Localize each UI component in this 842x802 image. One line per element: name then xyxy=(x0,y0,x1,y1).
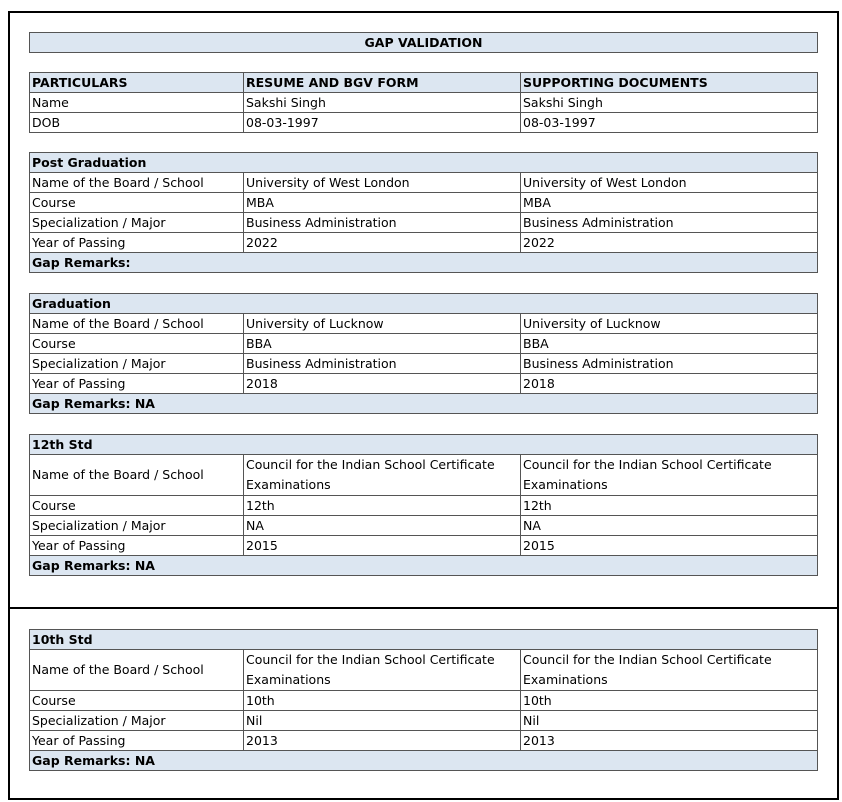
table-row xyxy=(30,173,818,193)
docs-value: Council for the Indian School Certificate Examinations xyxy=(521,455,818,496)
row-label: Course xyxy=(30,691,244,711)
docs-value: 10th xyxy=(521,691,818,711)
row-label: DOB xyxy=(30,113,244,133)
row-label: Name of the Board / School xyxy=(30,173,244,193)
resume-value: 2018 xyxy=(244,374,521,394)
table-row xyxy=(30,233,818,253)
row-label: Name of the Board / School xyxy=(30,314,244,334)
graduation-table xyxy=(29,293,818,414)
resume-value: 10th xyxy=(244,691,521,711)
row-label: Name of the Board / School xyxy=(30,455,244,496)
page-title: GAP VALIDATION xyxy=(30,33,818,53)
row-label: Year of Passing xyxy=(30,233,244,253)
header-supporting-documents: SUPPORTING DOCUMENTS xyxy=(521,73,818,93)
row-label: Name of the Board / School xyxy=(30,650,244,691)
docs-value: Sakshi Singh xyxy=(521,93,818,113)
docs-value: 12th xyxy=(521,496,818,516)
row-label: Year of Passing xyxy=(30,374,244,394)
row-label: Year of Passing xyxy=(30,731,244,751)
docs-value: Council for the Indian School Certificate Examinations xyxy=(521,650,818,691)
gap-remarks: Gap Remarks: NA xyxy=(30,556,818,576)
post-graduation-table xyxy=(29,152,818,273)
resume-value: 2015 xyxy=(244,536,521,556)
header-row xyxy=(30,73,818,93)
table-row xyxy=(30,731,818,751)
resume-value: University of Lucknow xyxy=(244,314,521,334)
title-table xyxy=(29,32,818,53)
section-heading: Post Graduation xyxy=(30,153,818,173)
section-heading: 10th Std xyxy=(30,630,818,650)
resume-value: Council for the Indian School Certificate Examinations xyxy=(244,455,521,496)
docs-value: 08-03-1997 xyxy=(521,113,818,133)
row-label: Name xyxy=(30,93,244,113)
docs-value: Business Administration xyxy=(521,213,818,233)
row-label: Specialization / Major xyxy=(30,711,244,731)
header-particulars: PARTICULARS xyxy=(30,73,244,93)
row-label: Course xyxy=(30,334,244,354)
gap-remarks: Gap Remarks: NA xyxy=(30,394,818,414)
row-label: Specialization / Major xyxy=(30,354,244,374)
table-row xyxy=(30,334,818,354)
table-row xyxy=(30,536,818,556)
header-resume: RESUME AND BGV FORM xyxy=(244,73,521,93)
resume-value: 08-03-1997 xyxy=(244,113,521,133)
particulars-table xyxy=(29,72,818,133)
resume-value: University of West London xyxy=(244,173,521,193)
resume-value: 12th xyxy=(244,496,521,516)
resume-value: Sakshi Singh xyxy=(244,93,521,113)
section-heading: 12th Std xyxy=(30,435,818,455)
row-label: Year of Passing xyxy=(30,536,244,556)
std12-table xyxy=(29,434,818,576)
resume-value: BBA xyxy=(244,334,521,354)
section-heading: Graduation xyxy=(30,294,818,314)
row-label: Specialization / Major xyxy=(30,213,244,233)
row-label: Course xyxy=(30,496,244,516)
resume-value: Nil xyxy=(244,711,521,731)
docs-value: 2015 xyxy=(521,536,818,556)
resume-value: Council for the Indian School Certificate Examinations xyxy=(244,650,521,691)
resume-value: 2013 xyxy=(244,731,521,751)
docs-value: BBA xyxy=(521,334,818,354)
docs-value: University of Lucknow xyxy=(521,314,818,334)
gap-remarks: Gap Remarks: xyxy=(30,253,818,273)
docs-value: University of West London xyxy=(521,173,818,193)
table-row xyxy=(30,374,818,394)
docs-value: Business Administration xyxy=(521,354,818,374)
row-label: Course xyxy=(30,193,244,213)
docs-value: 2022 xyxy=(521,233,818,253)
row-label: Specialization / Major xyxy=(30,516,244,536)
resume-value: MBA xyxy=(244,193,521,213)
resume-value: Business Administration xyxy=(244,354,521,374)
docs-value: NA xyxy=(521,516,818,536)
table-row xyxy=(30,354,818,374)
table-row xyxy=(30,213,818,233)
table-row xyxy=(30,113,818,133)
table-row xyxy=(30,93,818,113)
table-row xyxy=(30,711,818,731)
table-row xyxy=(30,516,818,536)
gap-remarks: Gap Remarks: NA xyxy=(30,751,818,771)
table-row xyxy=(30,314,818,334)
resume-value: Business Administration xyxy=(244,213,521,233)
table-row xyxy=(30,193,818,213)
docs-value: 2018 xyxy=(521,374,818,394)
docs-value: 2013 xyxy=(521,731,818,751)
table-row xyxy=(30,496,818,516)
docs-value: Nil xyxy=(521,711,818,731)
table-row xyxy=(30,455,818,496)
table-row xyxy=(30,691,818,711)
docs-value: MBA xyxy=(521,193,818,213)
resume-value: 2022 xyxy=(244,233,521,253)
std10-table xyxy=(29,629,818,771)
table-row xyxy=(30,650,818,691)
resume-value: NA xyxy=(244,516,521,536)
